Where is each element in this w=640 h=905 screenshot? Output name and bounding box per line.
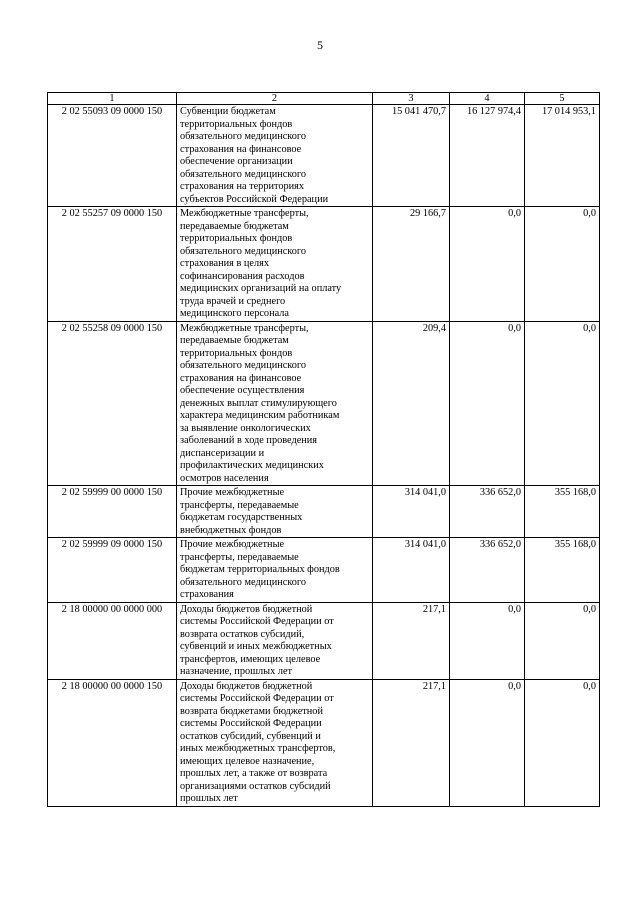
description-line: страхования на территориях (180, 181, 305, 192)
amount-cell-1: 314 041,0 (373, 486, 450, 538)
description-line: остатков субсидий, субвенций и (180, 730, 321, 742)
description-line: возврата остатков субсидий, (180, 628, 305, 640)
description-line: обязательного медицинского (180, 168, 307, 180)
description-line: системы Российской Федерации от (180, 693, 334, 704)
page-number: 5 (317, 38, 323, 52)
description-line: системы Российской Федерации (180, 718, 322, 729)
budget-code-cell: 2 02 59999 09 0000 150 (48, 538, 177, 603)
column-header-value-1: 3 (373, 93, 450, 105)
description-line: характера медицинским работникам (180, 410, 340, 421)
amount-cell-1: 217,1 (373, 602, 450, 679)
description-line: трансферты, передаваемые (180, 499, 299, 511)
description-line: денежных выплат стимулирующего (180, 397, 337, 409)
description-line: медицинского персонала (180, 308, 289, 319)
table-row (48, 486, 600, 538)
column-header-code: 1 (48, 93, 177, 105)
amount-cell-1: 29 166,7 (373, 207, 450, 322)
description-line: трансферты, передаваемые (180, 551, 299, 563)
amount-cell-1: 217,1 (373, 679, 450, 806)
description-line: Доходы бюджетов бюджетной (180, 680, 313, 692)
amount-cell-1: 209,4 (373, 321, 450, 486)
amount-cell-2: 0,0 (450, 679, 525, 806)
table-row (48, 207, 600, 322)
description-line: территориальных фондов (180, 118, 293, 130)
description-line: Прочие межбюджетные (180, 487, 285, 498)
description-line: назначение, прошлых лет (180, 666, 293, 677)
description-line: передаваемые бюджетам (180, 335, 289, 346)
amount-cell-3: 0,0 (525, 679, 600, 806)
amount-cell-3: 0,0 (525, 207, 600, 322)
description-cell (177, 538, 373, 603)
amount-cell-1: 15 041 470,7 (373, 105, 450, 207)
description-cell (177, 207, 373, 322)
description-line: страхования на финансовое (180, 372, 302, 384)
description-cell (177, 679, 373, 806)
description-cell (177, 486, 373, 538)
description-line: обеспечение осуществления (180, 385, 305, 396)
description-line: внебюджетных фондов (180, 524, 282, 536)
description-line: обязательного медицинского (180, 131, 307, 142)
table-row (48, 105, 600, 207)
description-line: трансфертов, имеющих целевое (180, 653, 321, 665)
description-line: территориальных фондов (180, 347, 293, 359)
description-line: софинансирования расходов (180, 270, 305, 282)
amount-cell-1: 314 041,0 (373, 538, 450, 603)
description-line: бюджетам территориальных фондов (180, 564, 340, 575)
amount-cell-2: 336 652,0 (450, 538, 525, 603)
description-line: медицинских организаций на оплату (180, 283, 342, 294)
description-line: Субвенции бюджетам (180, 106, 276, 117)
header-row (48, 93, 600, 105)
description-line: осмотров населения (180, 472, 269, 484)
description-line: заболеваний в ходе проведения (180, 435, 318, 446)
amount-cell-2: 0,0 (450, 602, 525, 679)
amount-cell-3: 355 168,0 (525, 486, 600, 538)
table-row (48, 321, 600, 486)
description-cell (177, 602, 373, 679)
description-line: Межбюджетные трансферты, (180, 208, 309, 219)
description-line: бюджетам государственных (180, 512, 303, 523)
description-line: обязательного медицинского (180, 576, 307, 588)
description-line: Доходы бюджетов бюджетной (180, 603, 313, 615)
amount-cell-2: 336 652,0 (450, 486, 525, 538)
table-row (48, 602, 600, 679)
amount-cell-3: 355 168,0 (525, 538, 600, 603)
description-line: Прочие межбюджетные (180, 539, 285, 550)
description-line: страхования в целях (180, 258, 269, 269)
description-line: территориальных фондов (180, 233, 293, 244)
amount-cell-2: 0,0 (450, 207, 525, 322)
table-row (48, 538, 600, 603)
description-line: Межбюджетные трансферты, (180, 322, 309, 334)
description-line: обязательного медицинского (180, 360, 307, 371)
description-line: передаваемые бюджетам (180, 220, 289, 232)
budget-code-cell: 2 02 59999 00 0000 150 (48, 486, 177, 538)
description-line: иных межбюджетных трансфертов, (180, 743, 336, 754)
amount-cell-2: 0,0 (450, 321, 525, 486)
description-line: возврата бюджетами бюджетной (180, 705, 323, 717)
description-line: субвенций и иных межбюджетных (180, 641, 332, 652)
column-header-description: 2 (177, 93, 373, 105)
description-line: имеющих целевое назначение, (180, 755, 315, 767)
description-line: организациями остатков субсидий (180, 780, 331, 792)
description-cell (177, 321, 373, 486)
budget-table (47, 92, 600, 807)
amount-cell-3: 0,0 (525, 321, 600, 486)
budget-code-cell: 2 02 55093 09 0000 150 (48, 105, 177, 207)
description-line: обеспечение организации (180, 156, 293, 167)
amount-cell-3: 17 014 953,1 (525, 105, 600, 207)
budget-code-cell: 2 18 00000 00 0000 000 (48, 602, 177, 679)
column-header-value-2: 4 (450, 93, 525, 105)
budget-code-cell: 2 02 55258 09 0000 150 (48, 321, 177, 486)
description-line: профилактических медицинских (180, 460, 324, 471)
description-cell (177, 105, 373, 207)
description-line: прошлых лет, а также от возврата (180, 768, 328, 779)
column-header-value-3: 5 (525, 93, 600, 105)
amount-cell-2: 16 127 974,4 (450, 105, 525, 207)
description-line: за выявление онкологических (180, 422, 311, 434)
budget-code-cell: 2 02 55257 09 0000 150 (48, 207, 177, 322)
description-line: страхования на финансовое (180, 143, 302, 155)
description-line: страхования (180, 589, 234, 600)
table-body (48, 105, 600, 807)
description-line: диспансеризации и (180, 447, 265, 459)
description-line: прошлых лет (180, 793, 238, 804)
description-line: системы Российской Федерации от (180, 616, 334, 627)
description-line: обязательного медицинского (180, 245, 307, 257)
budget-code-cell: 2 18 00000 00 0000 150 (48, 679, 177, 806)
amount-cell-3: 0,0 (525, 602, 600, 679)
description-line: субъектов Российской Федерации (180, 193, 329, 205)
description-line: труда врачей и среднего (180, 295, 286, 307)
table-row (48, 679, 600, 806)
